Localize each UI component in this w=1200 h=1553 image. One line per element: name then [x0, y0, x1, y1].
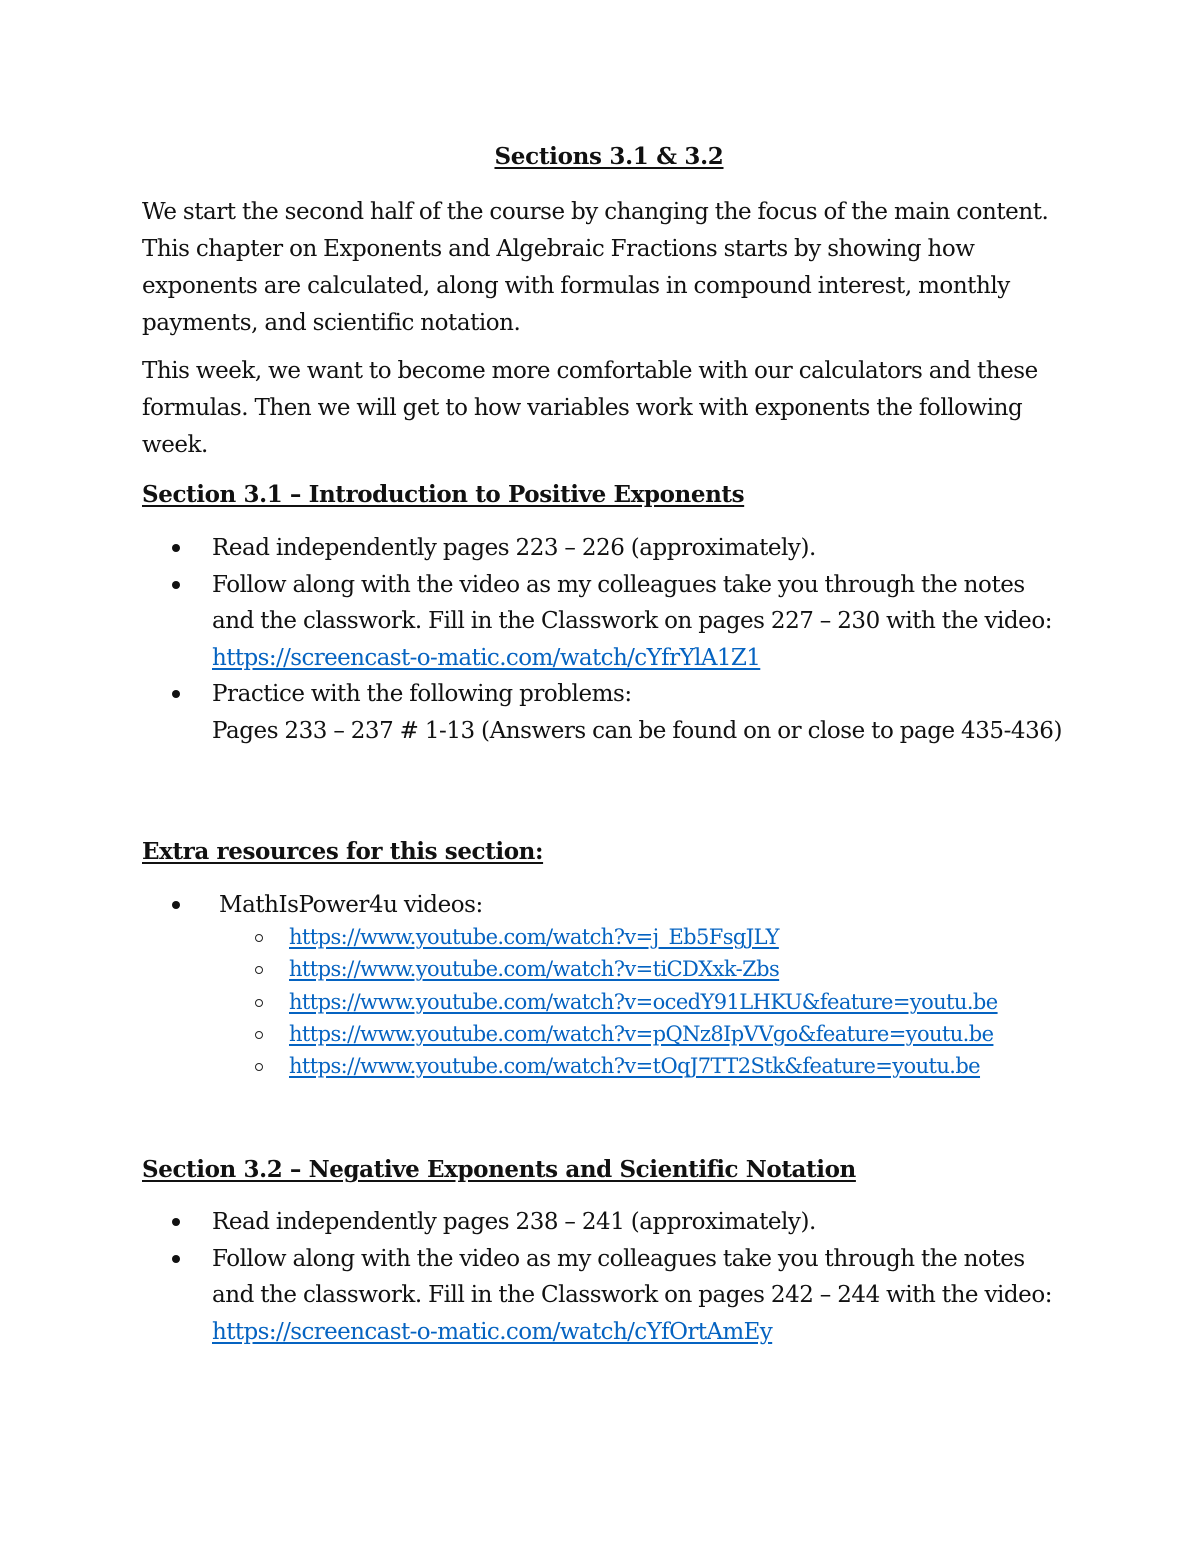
list-item — [142, 567, 1062, 677]
youtube-link-2[interactable]: https://www.youtube.com/watch?v=tiCDXxk-Zbs — [289, 957, 780, 982]
youtube-link-3[interactable]: https://www.youtube.com/watch?v=ocedY91LHKU&feature=youtu.be — [289, 989, 998, 1014]
practice-problems-text: Pages 233 – 237 # 1-13 (Answers can be found on or close to page 435-436) — [212, 717, 1063, 744]
list-item-text: MathIsPower4u videos: — [219, 892, 483, 918]
youtube-links-list — [142, 921, 1062, 1082]
bullet-icon — [172, 690, 180, 698]
list-item — [142, 1018, 1062, 1050]
circle-bullet-icon — [255, 1063, 263, 1071]
intro-paragraph-2: This week, we want to become more comfortable with our calculators and these formulas. Then we will get to how variables work with exponents the following week. — [142, 358, 1038, 458]
section-3-2-list — [142, 1204, 1062, 1350]
bullet-icon — [172, 1255, 180, 1263]
bullet-icon — [172, 1218, 180, 1226]
circle-bullet-icon — [255, 966, 263, 974]
list-item — [142, 676, 1062, 749]
intro-paragraph-1: We start the second half of the course by changing the focus of the main content. This chapter on Exponents and Algebraic Fractions starts by showing how exponents are calculated, along with formulas in compound interest, monthly payments, and scientific notation. — [142, 199, 1049, 336]
section-3-1-heading: Section 3.1 – Introduction to Positive Exponents — [142, 481, 745, 508]
list-item-text: Practice with the following problems: — [212, 681, 632, 707]
extra-resources-heading: Extra resources for this section: — [142, 838, 544, 865]
list-item-text: Follow along with the video as my colleagues take you through the notes and the classwork. Fill in the Classwork on pages 242 – 244 with the video: — [212, 1245, 1053, 1308]
list-item — [142, 953, 1062, 985]
circle-bullet-icon — [255, 1031, 263, 1039]
list-item — [142, 921, 1062, 953]
document-title: Sections 3.1 & 3.2 — [494, 143, 724, 170]
list-item-text: Follow along with the video as my colleagues take you through the notes and the classwork. Fill in the Classwork on pages 227 – 230 with the video: — [212, 571, 1053, 634]
section-3-1-list — [142, 530, 1062, 749]
circle-bullet-icon — [255, 934, 263, 942]
list-item — [142, 1050, 1062, 1082]
list-item — [142, 887, 1062, 924]
list-item — [142, 1204, 1062, 1241]
list-item-text: Read independently pages 223 – 226 (approximately). — [212, 535, 816, 561]
bullet-icon — [172, 901, 180, 909]
bullet-icon — [172, 544, 180, 552]
youtube-link-1[interactable]: https://www.youtube.com/watch?v=j_Eb5FsgJLY — [289, 925, 779, 949]
bullet-icon — [172, 581, 180, 589]
youtube-link-4[interactable]: https://www.youtube.com/watch?v=pQNz8IpVVgo&feature=youtu.be — [289, 1021, 994, 1046]
extra-resources-list — [142, 887, 1062, 924]
youtube-link-5[interactable]: https://www.youtube.com/watch?v=tOqJ7TT2Stk&feature=youtu.be — [289, 1054, 981, 1079]
list-item — [142, 530, 1062, 567]
list-item-text: Read independently pages 238 – 241 (approximately). — [212, 1209, 816, 1235]
screencast-link-3-1[interactable]: https://screencast-o-matic.com/watch/cYfrYlA1Z1 — [212, 644, 761, 671]
screencast-link-3-2[interactable]: https://screencast-o-matic.com/watch/cYfOrtAmEy — [212, 1318, 773, 1345]
list-item — [142, 1241, 1062, 1351]
list-item — [142, 986, 1062, 1018]
circle-bullet-icon — [255, 999, 263, 1007]
section-3-2-heading: Section 3.2 – Negative Exponents and Scientific Notation — [142, 1156, 856, 1183]
